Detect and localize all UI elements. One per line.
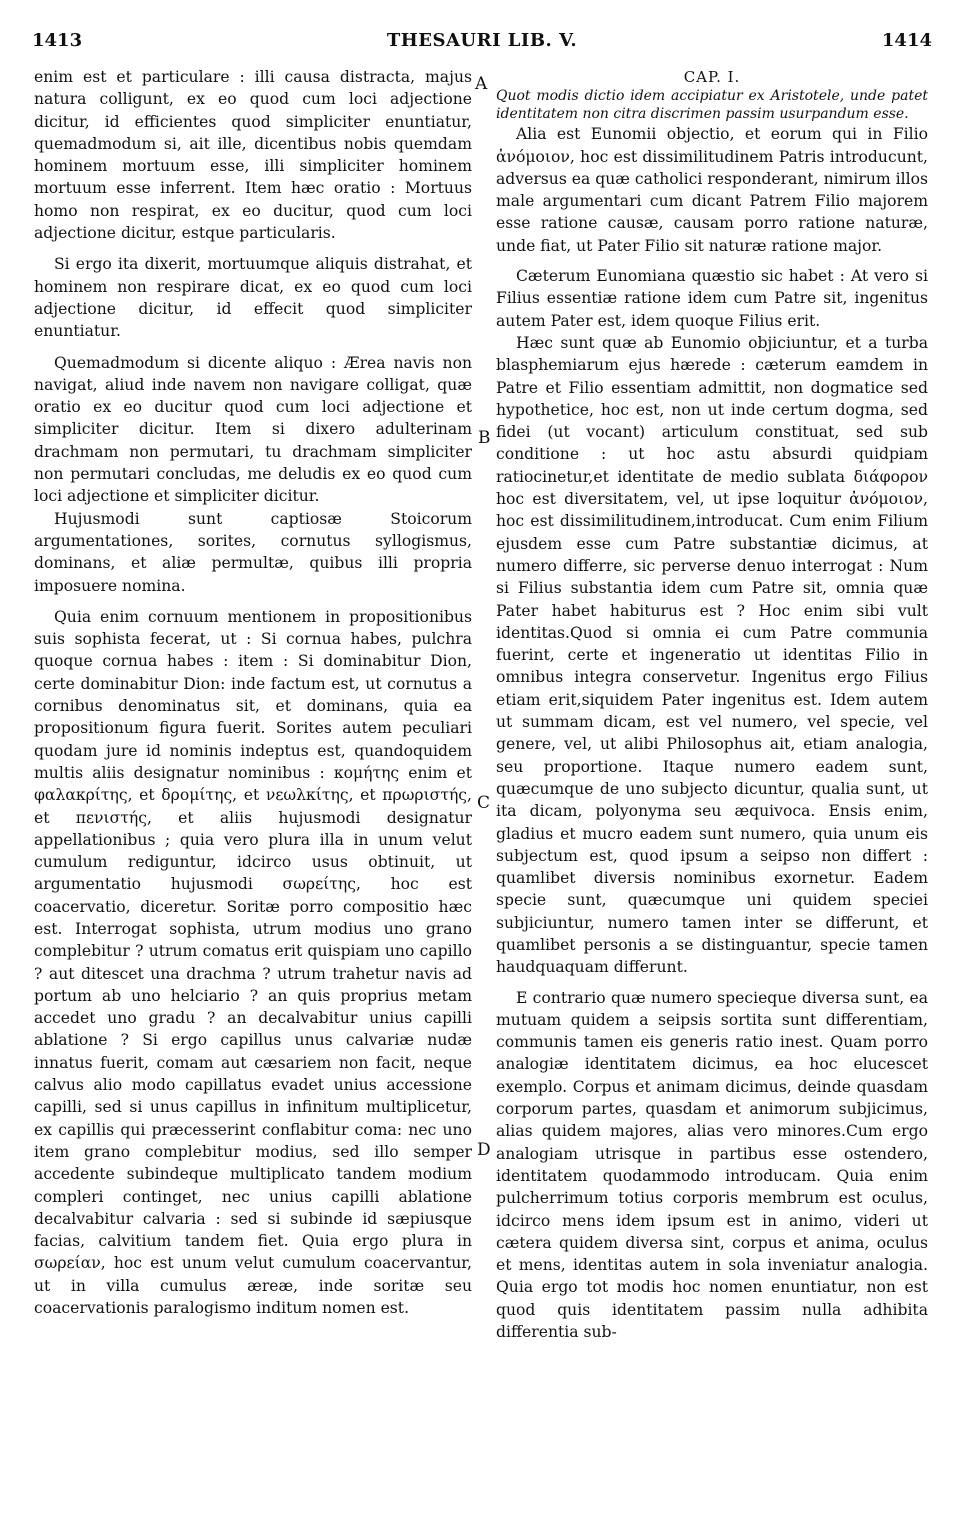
paragraph: Hæc sunt quæ ab Eunomio objiciuntur, et a turba blasphemiarum ejus hærede : cæterum eamdem in Patre et Filio essentiam admittit, non dogmatice sed hypothetice, hoc est, non ut inde certum dogma, sed fidei (ut vocant) articulum constituat, sed sub conditione : ut hoc astu absurdi quidpiam ratiocinetur,et identitate de medio sublata διάφορον hoc est diversitatem, vel, ut ipse loquitur ἀνόμοιον, hoc est dissimilitudinem,introducat. Cum enim Filium ejusdem esse cum Patre substantiæ dicimus, at numero differre, sic perverse denuo interrogat : Num si Filius substantia idem cum Patre sit, omnia quæ Pater habet habiturus est ? Hoc enim sibi vult identitas.Quod si omnia ei cum Patre communia fuerint, certe et ingeneratio ut identitas Filio in omnibus integra conservetur. Ingenitus ergo Filius etiam erit,siquidem Pater ingenitus est. Idem autem ut summam dicam, est vel numero, vel specie, vel genere, vel, ut alibi Philosophus ait, etiam analogia, seu proportione. Itaque numero eadem sunt, quæcumque de uno subjecto dicuntur, qualia sunt, ut ita dicam, polyonyma seu æquivoca. Ensis enim, gladius et mucro eadem sunt numero, quia unum eis subjectum est, quod ipsum a seipso non differt : quamlibet diversis nominibus exornetur. Eadem specie sunt, quæcumque uni quidem speciei subjiciuntur, numero tamen inter se differunt, et quamlibet personis a se distinguantur, specie tamen haudquaquam differunt. [496,333,928,977]
paragraph: Hujusmodi sunt captiosæ Stoicorum argumentationes, sorites, cornutus syllogismus, dominans, et aliæ permultæ, quibus illi propria imposuere nomina. [34,509,472,595]
page-number-right: 1414 [881,30,932,51]
margin-letter-a: A [475,74,488,94]
chapter-heading: CAP. I. [683,68,741,86]
margin-letter-d: D [477,1140,491,1160]
paragraph: Cæterum Eunomiana quæstio sic habet : At vero si Filius essentiæ ratione idem cum Patre sit, ingenitus autem Pater est, idem quoque Filius erit. [496,267,928,330]
paragraph: enim est et particulare : illi causa distracta, majus natura colligunt, ex eo quod cum loci adjectione dicitur, id efficientes quod simpliciter enuntiatur, quemadmodum si, ait ille, dicentibus nobis quemdam hominem mortuum esse, illi simpliciter hominem mortuum esse inferrent. Item hæc oratio : Mortuus homo non respirat, ex eo ducitur, quod cum loci adjectione dicitur, estque particularis. [34,68,472,243]
margin-letter-b: B [478,428,491,448]
paragraph: E contrario quæ numero specieque diversa sunt, ea mutuam quidem a seipsis sortita sunt differentiam, communis tamen eis generis ratio inest. Quam porro analogiæ identitatem dicimus, ea hoc elucescet exemplo. Corpus et animam dicimus, deinde quasdam corporum partes, quasdam et animorum subjicimus, alias quidem majores, alias vero minores.Cum ergo analogiam utrisque in partibus esse ostendero, identitatem quodammodo introducam. Quia enim pulcherrimum totius corporis membrum est oculus, idcirco mens idem ipsum est in animo, videri ut cætera quidem diversa sint, corpus et anima, oculus et mens, identitas autem in sola inveniatur analogia. Quia ergo tot modis hoc nomen enuntiatur, non est quod quis identitatem passim nulla adhibita differentia sub- [496,988,928,1342]
left-column [34,66,472,1319]
paragraph: Quia enim cornuum mentionem in propositionibus suis sophista fecerat, ut : Si cornua habes, pulchra quoque cornua habes : item : Si dominabitur Dion, certe dominabitur Dion: inde factum est, ut cornutus a cornibus denominatus sit, et dominans, quia ea propositionum figura fuerit. Sorites autem peculiari quodam jure id nominis indeptus est, quandoquidem multis aliis designatur nominibus : κομήτης enim et φαλακρίτης, et δρομίτης, et νεωλκίτης, et πρωριστής, et πενιστής, et aliis hujusmodi designatur appellationibus ; quia vero plura illa in unum velut cumulum rediguntur, idcirco usus obtinuit, ut argumentatio hujusmodi σωρείτης, hoc est coacervatio, diceretur. Soritæ porro compositio hæc est. Interrogat sophista, utrum modius uno grano complebitur ? utrum comatus erit quispiam uno capillo ? aut ditescet una drachma ? utrum trahetur navis ad portum ab uno helciario ? an quis proprius metam accedet uno gradu ? an decalvabitur unius capilli ablatione ? Si ergo capillus unus calvariæ nudæ innatus fuerit, comam aut cæsariem non facit, neque calvus alio modo capillatus evadet unius accessione capilli, sed si unus capillus in infinitum multiplicetur, ex capillis qui præcesserint conflabitur coma: nec uno item grano complebitur modius, sed illo semper accedente subindeque multiplicato tandem modium compleri continget, nec unius capilli ablatione decalvabitur calvaria : sed si subinde id sæpiusque facias, calvitium tandem fiet. Quia ergo plura in σωρείαν, hoc est unum velut cumulum coacervantur, ut in villa cumulus æreæ, inde soritæ seu coacervationis paralogismo inditum nomen est. [34,607,472,1318]
page-number-left: 1413 [32,30,83,51]
running-header [32,30,932,60]
margin-letter-c: C [477,793,491,813]
paragraph: Si ergo ita dixerit, mortuumque aliquis distrahat, et hominem non respirare dicat, ex eo quod cum loci adjectione dicitur, id effecit quod simpliciter enuntiatur. [34,255,472,341]
paragraph: Alia est Eunomii objectio, et eorum qui in Filio ἀνόμοιον, hoc est dissimilitudinem Patris introducunt, adversus ea quæ catholici responderant, nimirum illos male argumentari cum dicant Patrem Filio majorem esse ratione causæ, causam porro ratione naturæ, unde fiat, ut Pater Filio sit naturæ ratione major. [496,125,928,255]
chapter-subtitle: Quot modis dictio idem accipiatur ex Aristotele, unde patet identitatem non citra discrimen passim usurpandum esse. [496,88,928,122]
running-title: THESAURI LIB. V. [386,30,578,51]
right-column [496,66,928,1343]
paragraph: Quemadmodum si dicente aliquo : Ærea navis non navigat, aliud inde navem non navigare colligat, quæ oratio ex eo ducitur quod cum loci adjectione et simpliciter dicitur. Item si dixero adulterinam drachmam non permutari, tu drachmam simpliciter non permutari concludas, me deludis ex eo quod cum loci adjectione et simpliciter dicitur. [34,353,472,506]
